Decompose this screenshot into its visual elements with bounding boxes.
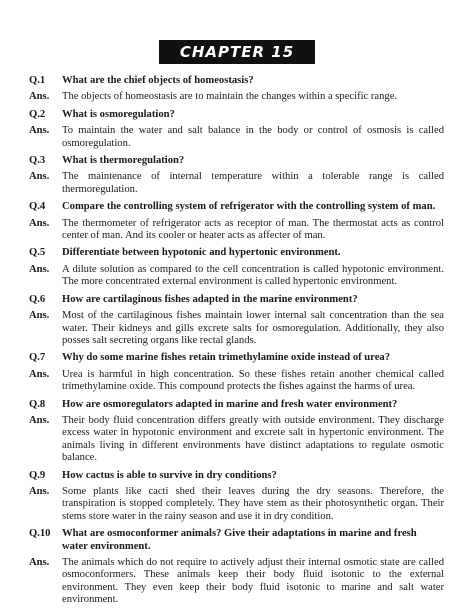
answer-row bbox=[29, 125, 444, 150]
answer-text: Their body fluid concentration differs greatly with outside environment. They discharge excess water in hypotonic environment and excrete salt in hypertonic environment. The animals living in different environments have distinct adaptations to regulate osmotic balance. bbox=[62, 414, 444, 464]
question-label: Q.4 bbox=[29, 201, 46, 213]
answer-label: Ans. bbox=[29, 485, 50, 497]
question-label: Q.2 bbox=[29, 108, 46, 120]
question-text: What is thermoregulation? bbox=[62, 155, 185, 167]
answer-text: Most of the cartilaginous fishes maintain lower internal salt concentration than the sea water. Their kidneys and gills excrete salts for osmoregulation. Additionally, they also posses salt secreting organs like rectal glands. bbox=[62, 310, 444, 346]
answer-label: Ans. bbox=[29, 310, 50, 322]
answer-row bbox=[29, 486, 444, 523]
qa-item-2 bbox=[29, 109, 444, 150]
qa-item-10 bbox=[29, 528, 444, 606]
question-text: What is osmoregulation? bbox=[62, 108, 175, 120]
answer-text: The animals which do not require to actively adjust their internal osmotic state are called osmoconformers. These animals keep their body fluid isotonic to the external environment. They even keep their body fluid isotonic to marine and salt water environment. bbox=[62, 557, 444, 606]
question-text: How cactus is able to survive in dry conditions? bbox=[62, 469, 277, 481]
answer-row bbox=[29, 218, 444, 243]
answer-label: Ans. bbox=[29, 557, 50, 568]
answer-row bbox=[29, 91, 444, 103]
answer-label: Ans. bbox=[29, 171, 50, 183]
qa-item-5 bbox=[29, 247, 444, 288]
qa-list bbox=[29, 70, 444, 609]
question-text: How are cartilaginous fishes adapted in the marine environment? bbox=[62, 293, 358, 305]
question-label: Q.6 bbox=[29, 293, 46, 305]
question-label: Q.8 bbox=[29, 398, 46, 410]
question-row bbox=[29, 528, 444, 553]
answer-label: Ans. bbox=[29, 125, 50, 137]
answer-row bbox=[29, 171, 444, 196]
answer-text: The maintenance of internal temperature within a tolerable range is called thermoregulation. bbox=[62, 171, 444, 195]
question-text: Differentiate between hypotonic and hypertonic environment. bbox=[62, 247, 341, 259]
answer-label: Ans. bbox=[29, 414, 50, 426]
question-text: What are osmoconformer animals? Give their adaptations in marine and fresh water environment. bbox=[62, 528, 417, 552]
answer-row bbox=[29, 415, 444, 465]
question-label: Q.10 bbox=[29, 528, 51, 540]
qa-item-3 bbox=[29, 155, 444, 196]
question-label: Q.5 bbox=[29, 247, 46, 259]
question-text: Why do some marine fishes retain trimethylamine oxide instead of urea? bbox=[62, 352, 390, 364]
answer-row bbox=[29, 310, 444, 347]
question-label: Q.9 bbox=[29, 469, 46, 481]
question-label: Q.3 bbox=[29, 155, 46, 167]
answer-text: To maintain the water and salt balance in the body or control of osmosis is called osmoregulation. bbox=[62, 125, 444, 149]
question-row bbox=[29, 352, 444, 364]
chapter-banner bbox=[159, 40, 315, 64]
question-text: What are the chief objects of homeostasis? bbox=[62, 75, 254, 86]
qa-item-8 bbox=[29, 399, 444, 465]
question-label: Q.1 bbox=[29, 75, 46, 86]
answer-label: Ans. bbox=[29, 91, 50, 103]
question-text: How are osmoregulators adapted in marine and fresh water environment? bbox=[62, 398, 398, 410]
answer-label: Ans. bbox=[29, 368, 50, 380]
answer-row bbox=[29, 557, 444, 607]
answer-row bbox=[29, 369, 444, 394]
question-row bbox=[29, 470, 444, 482]
qa-item-9 bbox=[29, 470, 444, 524]
question-row bbox=[29, 109, 444, 121]
question-row bbox=[29, 75, 444, 87]
answer-text: A dilute solution as compared to the cell concentration is called hypotonic environment. The more concentrated external environment is called hypertonic environment. bbox=[62, 263, 444, 288]
answer-text: Urea is harmful in high concentration. So these fishes retain another chemical called trimethylamine oxide. This compound protects the fishes against the harms of urea. bbox=[62, 368, 444, 393]
question-row bbox=[29, 294, 444, 306]
chapter-title: CHAPTER 15 bbox=[179, 43, 295, 61]
question-text: Compare the controlling system of refrigerator with the controlling system of man. bbox=[62, 201, 436, 213]
answer-label: Ans. bbox=[29, 217, 50, 229]
answer-text: The objects of homeostasis are to maintain the changes within a specific range. bbox=[62, 91, 398, 103]
answer-text: Some plants like cacti shed their leaves during the dry seasons. Therefore, the transpiration is stopped completely. They have stem as their photosynthetic organ. Their stems store water in the rainy season and use it in dry condition. bbox=[62, 485, 444, 522]
qa-item-4 bbox=[29, 201, 444, 242]
answer-row bbox=[29, 264, 444, 289]
question-row bbox=[29, 399, 444, 411]
question-label: Q.7 bbox=[29, 352, 46, 364]
answer-label: Ans. bbox=[29, 263, 50, 275]
question-row bbox=[29, 155, 444, 167]
qa-item-1 bbox=[29, 75, 444, 104]
answer-text: The thermometer of refrigerator acts as receptor of man. The thermostat acts as control center of man. And its cooler or heater acts as affecter of man. bbox=[62, 217, 444, 242]
question-row bbox=[29, 247, 444, 259]
question-row bbox=[29, 201, 444, 213]
qa-item-6 bbox=[29, 294, 444, 348]
qa-item-7 bbox=[29, 352, 444, 393]
